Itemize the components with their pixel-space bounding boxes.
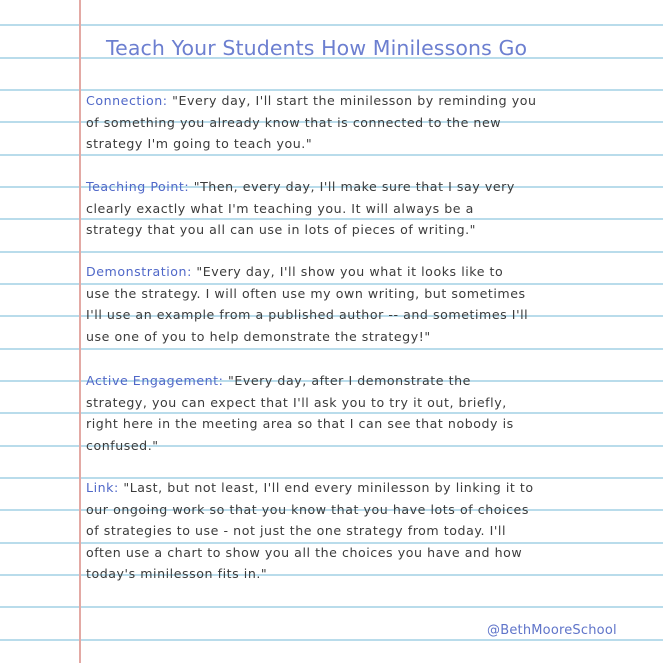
- section-line: [86, 90, 656, 112]
- section-line: clearly exactly what I'm teaching you. It will always be a: [86, 200, 474, 216]
- margin-line: [79, 0, 81, 663]
- section-line: right here in the meeting area so that I can see that nobody is: [86, 416, 514, 432]
- section-label: Active Engagement:: [86, 373, 224, 388]
- ruled-line: [0, 606, 663, 608]
- section-line: [86, 477, 656, 499]
- section-line: often use a chart to show you all the choices you have and how: [86, 544, 523, 560]
- section-line: strategy that you all can use in lots of pieces of writing.": [86, 222, 477, 238]
- page-title: Teach Your Students How Minilessons Go: [106, 36, 528, 60]
- ruled-line: [0, 24, 663, 26]
- section-line: [86, 261, 656, 283]
- section-line: today's minilesson fits in.": [86, 566, 268, 582]
- social-handle: @BethMooreSchool: [487, 623, 617, 638]
- section-label: Link:: [86, 480, 119, 495]
- section-label: Connection:: [86, 93, 168, 108]
- section-demonstration: [86, 261, 656, 347]
- section-line: of something you already know that is connected to the new: [86, 114, 502, 130]
- section-line: our ongoing work so that you know that you have lots of choices: [86, 501, 529, 517]
- section-text: "Every day, I'll show you what it looks like to: [191, 264, 504, 279]
- section-line: [86, 370, 656, 392]
- section-line: I'll use an example from a published author -- and sometimes I'll: [86, 307, 529, 323]
- section-connection: [86, 90, 656, 155]
- section-text: "Every day, I'll start the minilesson by reminding you: [167, 93, 537, 108]
- ruled-line: [0, 348, 663, 350]
- section-line: strategy I'm going to teach you.": [86, 136, 313, 152]
- section-line: use one of you to help demonstrate the strategy!": [86, 328, 431, 344]
- section-line: [86, 176, 656, 198]
- section-label: Teaching Point:: [86, 179, 190, 194]
- section-text: "Every day, after I demonstrate the: [223, 373, 471, 388]
- ruled-line: [0, 639, 663, 641]
- section-line: use the strategy. I will often use my own writing, but sometimes: [86, 285, 526, 301]
- section-active-engagement: [86, 370, 656, 456]
- section-label: Demonstration:: [86, 264, 192, 279]
- section-line: strategy, you can expect that I'll ask you to try it out, briefly,: [86, 394, 507, 410]
- section-line: confused.": [86, 437, 159, 453]
- section-teaching-point: [86, 176, 656, 241]
- section-link: [86, 477, 656, 585]
- section-text: "Then, every day, I'll make sure that I say very: [189, 179, 515, 194]
- section-text: "Last, but not least, I'll end every minilesson by linking it to: [118, 480, 534, 495]
- section-line: of strategies to use - not just the one strategy from today. I'll: [86, 523, 507, 539]
- ruled-line: [0, 251, 663, 253]
